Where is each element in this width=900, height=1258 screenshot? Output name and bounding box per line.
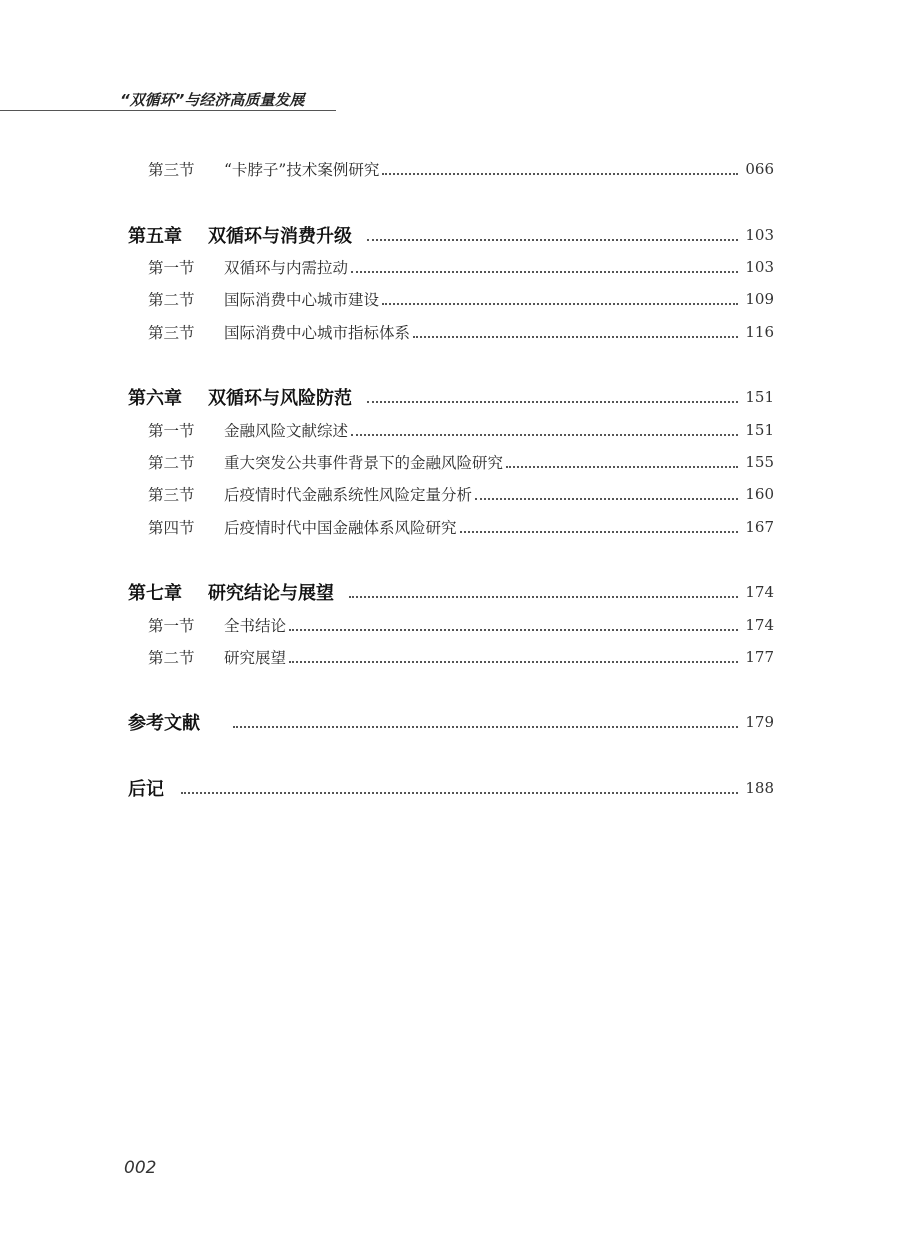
running-header: “双循环”与经济高质量发展 [120,91,305,109]
page-number: 174 [745,583,774,601]
toc-entry[interactable] [148,416,774,444]
entry-title: 后疫情时代中国金融体系风险研究 [224,519,457,537]
section-number: 第三节 [148,486,195,504]
toc-chapter-entry[interactable] [128,383,774,411]
toc-afterword-entry[interactable] [128,774,774,802]
section-number: 第一节 [148,617,195,635]
toc-chapter-entry[interactable] [128,221,774,249]
entry-title: 国际消费中心城市指标体系 [224,324,411,342]
page-number: 116 [745,323,774,341]
section-number: 第四节 [148,519,195,537]
dot-leader [382,173,738,175]
chapter-title: 研究结论与展望 [208,583,334,604]
page-number: 066 [745,160,774,178]
section-number: 第二节 [148,291,195,309]
chapter-number: 第七章 [128,583,182,604]
dot-leader [181,792,738,794]
toc-entry[interactable] [148,611,774,639]
toc-entry[interactable] [148,285,774,313]
entry-title: “卡脖子”技术案例研究 [224,161,380,179]
page-number: 103 [745,258,774,276]
page-number: 151 [745,421,774,439]
section-number: 第二节 [148,649,195,667]
toc-entry[interactable] [148,253,774,281]
dot-leader [506,466,738,468]
page-number: 167 [745,518,774,536]
page-number: 188 [745,779,774,797]
entry-title: 全书结论 [224,617,287,635]
toc-entry[interactable] [148,318,774,346]
section-number: 第三节 [148,324,195,342]
dot-leader [289,661,738,663]
chapter-title: 双循环与消费升级 [208,226,352,247]
page-number: 177 [745,648,774,666]
section-number: 第一节 [148,422,195,440]
page-folio: 002 [124,1158,157,1178]
entry-title: 双循环与内需拉动 [224,259,349,277]
page-number: 179 [745,713,774,731]
entry-title: 国际消费中心城市建设 [224,291,380,309]
page-number: 103 [745,226,774,244]
dot-leader [367,401,738,403]
dot-leader [351,271,738,273]
section-number: 第三节 [148,161,195,179]
page-number: 174 [745,616,774,634]
dot-leader [475,498,738,500]
toc-entry[interactable] [148,155,774,183]
entry-title: 金融风险文献综述 [224,422,349,440]
page-number: 151 [745,388,774,406]
afterword-title: 后记 [128,779,164,800]
dot-leader [382,303,738,305]
dot-leader [460,531,738,533]
page-number: 109 [745,290,774,308]
chapter-number: 第六章 [128,388,182,409]
section-number: 第二节 [148,454,195,472]
references-title: 参考文献 [128,713,200,734]
entry-title: 研究展望 [224,649,287,667]
page-number: 160 [745,485,774,503]
dot-leader [367,239,738,241]
toc-chapter-entry[interactable] [128,578,774,606]
header-rule [0,110,336,111]
section-number: 第一节 [148,259,195,277]
entry-title: 后疫情时代金融系统性风险定量分析 [224,486,473,504]
dot-leader [233,726,738,728]
entry-title: 重大突发公共事件背景下的金融风险研究 [224,454,504,472]
dot-leader [349,596,738,598]
toc-entry[interactable] [148,448,774,476]
chapter-title: 双循环与风险防范 [208,388,352,409]
page-number: 155 [745,453,774,471]
dot-leader [289,629,738,631]
dot-leader [413,336,738,338]
dot-leader [351,434,738,436]
toc-entry[interactable] [148,513,774,541]
toc-entry[interactable] [148,643,774,671]
toc-entry[interactable] [148,480,774,508]
chapter-number: 第五章 [128,226,182,247]
toc-references-entry[interactable] [128,708,774,736]
